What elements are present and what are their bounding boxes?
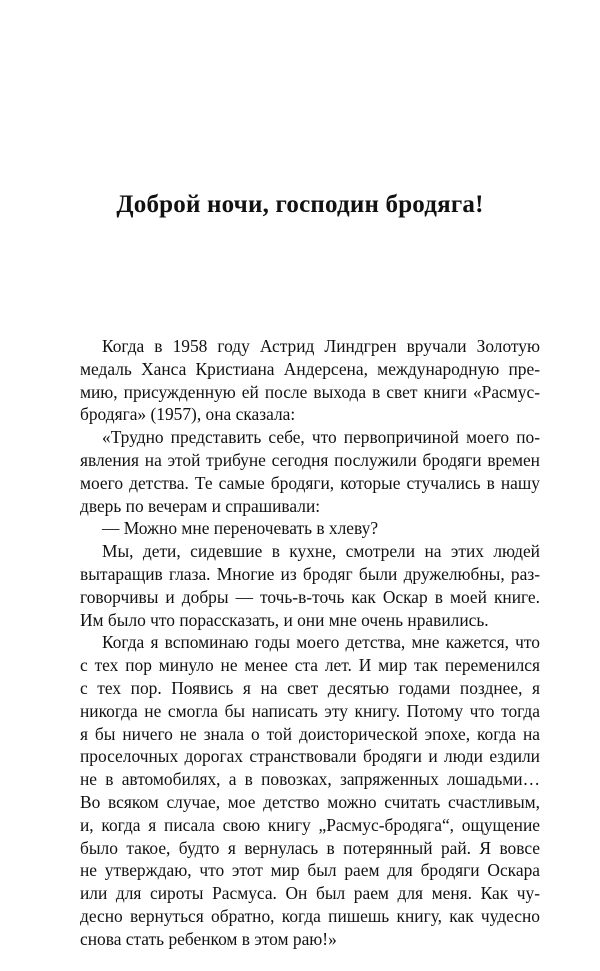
text-line: вытаращив глаза. Многие из бродяг были дружелюбны, раз- — [80, 563, 540, 584]
text-line: Мы, дети, сидевшие в кухне, смотрели на этих людей — [102, 541, 540, 562]
text-line: проселочных дорогах странствовали бродяги и люди ездили — [80, 746, 540, 767]
text-line: говорчивы и добры — точь-в-точь как Оскар в моей книге. — [80, 586, 540, 607]
text-line: с тех пор. Появись я на свет десятью годами позднее, я — [80, 677, 540, 698]
text-line: дверь по вечерам и спрашивали: — [80, 495, 321, 516]
text-line: Когда я вспоминаю годы моего детства, мне кажется, что — [102, 632, 540, 653]
text-line: Во всяком случае, мое детство можно считать счастливым, — [80, 791, 540, 812]
text-line: медаль Ханса Кристиана Андерсена, международную пре- — [80, 358, 540, 379]
text-line: десно вернуться обратно, когда пишешь книгу, как чудесно — [80, 905, 540, 926]
text-line: я бы ничего не знала о той доисторической эпохе, когда на — [80, 723, 540, 744]
text-line: моего детства. Те самые бродяги, которые стучались в нашу — [80, 472, 540, 493]
text-line: «Трудно представить себе, что первопричиной моего по- — [102, 427, 540, 448]
text-line: Когда в 1958 году Астрид Линдгрен вручали Золотую — [102, 336, 540, 356]
text-line: бродяга» (1957), она сказала: — [80, 404, 296, 425]
text-line: Им было что порассказать, и они мне очень нравились. — [80, 609, 489, 630]
text-line: или для сироты Расмуса. Он был раем для меня. Как чу- — [80, 883, 540, 904]
text-line: не в автомобилях, а в повозках, запряженных лошадьми… — [80, 769, 540, 790]
text-line: явления на этой трибуне сегодня послужили бродяги времен — [80, 449, 540, 470]
body-text — [80, 335, 540, 951]
text-line: мию, присужденную ей после выхода в свет книги «Расмус- — [80, 381, 540, 402]
chapter-title: Доброй ночи, господин бродяга! — [116, 191, 484, 218]
text-line: снова стать ребенком в этом раю!» — [80, 928, 337, 949]
text-line: было такое, будто я вернулась в потерянный рай. Я вовсе — [80, 837, 540, 858]
text-line: и, когда я писала свою книгу „Расмус-бродяга“, ощущение — [80, 814, 540, 835]
text-line: не утверждаю, что этот мир был раем для бродяги Оскара — [80, 860, 540, 881]
text-line: — Можно мне переночевать в хлеву? — [102, 518, 379, 539]
text-line: с тех пор минуло не менее ста лет. И мир так переменился — [80, 655, 540, 676]
text-line: никогда не смогла бы написать эту книгу. Потому что тогда — [80, 700, 540, 721]
